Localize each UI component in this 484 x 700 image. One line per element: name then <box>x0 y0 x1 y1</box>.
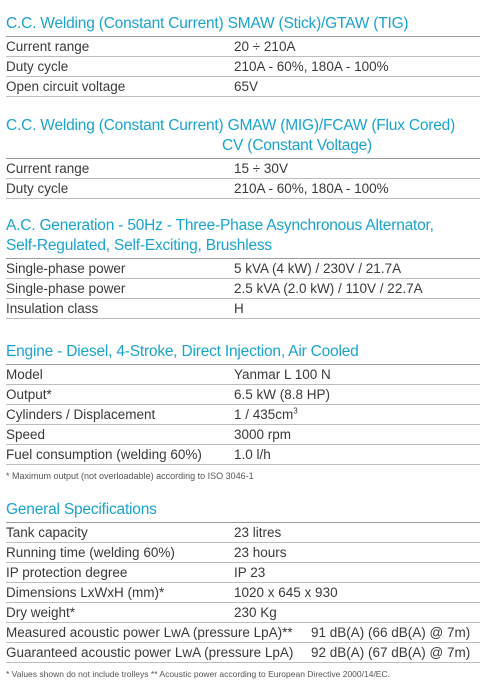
row-value: 91 dB(A) (66 dB(A) @ 7m) <box>311 625 471 640</box>
spec-table <box>6 364 480 465</box>
table-row <box>6 563 480 583</box>
table-row <box>6 259 480 279</box>
row-value: 210A - 60%, 180A - 100% <box>234 181 389 196</box>
table-row <box>6 623 480 643</box>
heading-line-2: Self-Regulated, Self-Exciting, Brushless <box>6 237 272 254</box>
row-value: IP 23 <box>234 565 266 580</box>
table-row <box>6 603 480 623</box>
row-label: Duty cycle <box>6 59 69 74</box>
spec-table <box>6 258 480 319</box>
section-heading <box>6 216 480 258</box>
row-label: Fuel consumption (welding 60%) <box>6 447 202 462</box>
table-row <box>6 523 480 543</box>
row-label: Dimensions LxWxH (mm)* <box>6 585 165 600</box>
row-label: Open circuit voltage <box>6 79 126 94</box>
section-general-specifications <box>6 500 480 679</box>
heading-line-2: CV (Constant Voltage) <box>222 137 373 154</box>
table-row <box>6 445 480 465</box>
table-row <box>6 365 480 385</box>
footnote: * Values shown do not include trolleys ** Acoustic power according to European Directive 2000/14/EC. <box>6 669 390 679</box>
table-row <box>6 405 480 425</box>
table-row <box>6 37 480 57</box>
row-value: 2.5 kVA (2.0 kW) / 110V / 22.7A <box>234 281 423 296</box>
row-value: 23 litres <box>234 525 282 540</box>
heading-line-1: A.C. Generation - 50Hz - Three-Phase Asynchronous Alternator, <box>6 217 434 234</box>
footnote: * Maximum output (not overloadable) according to ISO 3046-1 <box>6 471 254 481</box>
table-row <box>6 299 480 319</box>
table-row <box>6 179 480 199</box>
section-heading: Engine - Diesel, 4-Stroke, Direct Injection, Air Cooled <box>6 343 359 360</box>
row-label: Measured acoustic power LwA (pressure LpA)** <box>6 625 293 640</box>
section-cc-welding-smaw-gtaw <box>6 14 480 97</box>
section-cc-welding-gmaw-fcaw <box>6 116 480 199</box>
displacement-value: 1 / 435cm <box>234 407 294 422</box>
superscript-cubed: 3 <box>293 406 298 416</box>
table-row <box>6 425 480 445</box>
row-label: Duty cycle <box>6 181 69 196</box>
row-label: Speed <box>6 427 46 442</box>
row-label: Model <box>6 367 43 382</box>
row-value: 20 ÷ 210A <box>234 39 296 54</box>
row-value: 1020 x 645 x 930 <box>234 585 338 600</box>
row-value: Yanmar L 100 N <box>234 367 331 382</box>
spec-table <box>6 36 480 97</box>
row-value: H <box>234 301 244 316</box>
row-label: Current range <box>6 161 90 176</box>
row-label: Single-phase power <box>6 261 126 276</box>
spec-table <box>6 522 480 663</box>
row-value: 230 Kg <box>234 605 277 620</box>
section-engine <box>6 342 480 481</box>
table-row <box>6 385 480 405</box>
row-label: Insulation class <box>6 301 99 316</box>
table-row <box>6 279 480 299</box>
row-label: Current range <box>6 39 90 54</box>
row-label: IP protection degree <box>6 565 128 580</box>
row-label: Dry weight* <box>6 605 76 620</box>
row-value: 92 dB(A) (67 dB(A) @ 7m) <box>311 645 471 660</box>
row-value: 210A - 60%, 180A - 100% <box>234 59 389 74</box>
row-value: 5 kVA (4 kW) / 230V / 21.7A <box>234 261 402 276</box>
heading-line-1: C.C. Welding (Constant Current) GMAW (MIG)/FCAW (Flux Cored) <box>6 117 456 134</box>
row-value: 3000 rpm <box>234 427 292 442</box>
section-heading: General Specifications <box>6 501 157 518</box>
table-row <box>6 583 480 603</box>
row-value: 23 hours <box>234 545 287 560</box>
row-label: Output* <box>6 387 52 402</box>
table-row <box>6 543 480 563</box>
table-row <box>6 57 480 77</box>
row-value <box>234 407 480 422</box>
section-heading <box>6 116 480 158</box>
table-row <box>6 643 480 663</box>
row-value: 65V <box>234 79 259 94</box>
row-label: Tank capacity <box>6 525 88 540</box>
section-heading: C.C. Welding (Constant Current) SMAW (Stick)/GTAW (TIG) <box>6 15 409 32</box>
row-value: 15 ÷ 30V <box>234 161 288 176</box>
section-ac-generation <box>6 216 480 319</box>
row-label: Running time (welding 60%) <box>6 545 175 560</box>
spec-table <box>6 158 480 199</box>
table-row <box>6 159 480 179</box>
row-value: 1.0 l/h <box>234 447 271 462</box>
row-label: Cylinders / Displacement <box>6 407 156 422</box>
table-row <box>6 77 480 97</box>
row-label: Guaranteed acoustic power LwA (pressure LpA) <box>6 645 294 660</box>
row-value: 6.5 kW (8.8 HP) <box>234 387 331 402</box>
row-label: Single-phase power <box>6 281 126 296</box>
